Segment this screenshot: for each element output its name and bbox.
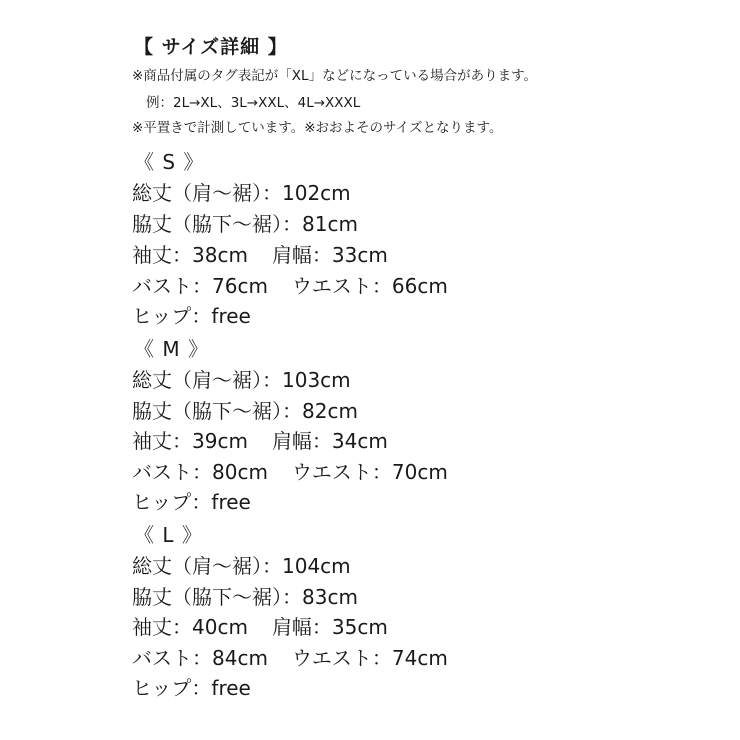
- waist-m: ウエスト：70cm: [291, 460, 448, 484]
- hip-s: ヒップ：free: [132, 304, 251, 328]
- shoulder-width-l: 肩幅：35cm: [271, 615, 388, 639]
- total-length-s: 総丈（肩～裾）：102cm: [132, 181, 351, 205]
- side-length-m: 脇丈（脇下～裾）：82cm: [132, 399, 358, 423]
- side-length-s: 脇丈（脇下～裾）：81cm: [132, 212, 358, 236]
- tag-note: ※商品付属のタグ表記が「XL」などになっている場合があります。: [132, 68, 538, 84]
- sleeve-shoulder-row-l: [132, 617, 388, 637]
- bust-s: バスト：76cm: [132, 274, 268, 298]
- bust-waist-row-l: [132, 648, 448, 668]
- tag-example: 例：2L→XL、3L→XXL、4L→XXXL: [146, 95, 361, 111]
- bust-m: バスト：80cm: [132, 460, 268, 484]
- size-heading-s: 《 S 》: [134, 150, 205, 174]
- size-heading-l: 《 L 》: [134, 523, 203, 547]
- sleeve-shoulder-row-s: [132, 245, 388, 265]
- total-length-l: 総丈（肩～裾）：104cm: [132, 554, 351, 578]
- measure-note: ※平置きで計測しています。※おおよそのサイズとなります。: [132, 120, 503, 136]
- sleeve-length-s: 袖丈：38cm: [132, 243, 248, 267]
- hip-l: ヒップ：free: [132, 676, 251, 700]
- sleeve-shoulder-row-m: [132, 431, 388, 451]
- size-heading-m: 《 M 》: [134, 337, 209, 361]
- waist-l: ウエスト：74cm: [291, 646, 448, 670]
- bust-l: バスト：84cm: [132, 646, 268, 670]
- bust-waist-row-m: [132, 462, 448, 482]
- bust-waist-row-s: [132, 276, 448, 296]
- page-title: 【 サイズ詳細 】: [134, 36, 288, 58]
- shoulder-width-m: 肩幅：34cm: [271, 429, 388, 453]
- total-length-m: 総丈（肩～裾）：103cm: [132, 368, 351, 392]
- sleeve-length-l: 袖丈：40cm: [132, 615, 248, 639]
- sleeve-length-m: 袖丈：39cm: [132, 429, 248, 453]
- shoulder-width-s: 肩幅：33cm: [271, 243, 388, 267]
- side-length-l: 脇丈（脇下～裾）：83cm: [132, 585, 358, 609]
- waist-s: ウエスト：66cm: [291, 274, 448, 298]
- hip-m: ヒップ：free: [132, 490, 251, 514]
